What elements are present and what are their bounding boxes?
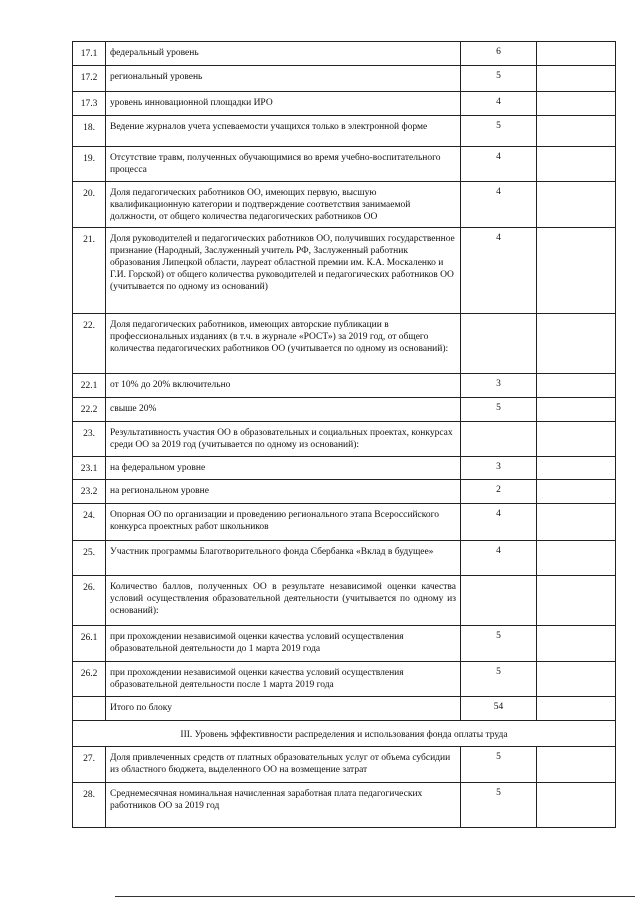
- criterion-text: Доля педагогических работников, имеющих авторские публикации в профессиональных изданиях (в т.ч. в журнале «РОСТ») за 2019 год, от общего количества педагогических работников ОО (учитывается по одному из оснований):: [106, 314, 461, 374]
- criterion-text: Ведение журналов учета успеваемости учащихся только в электронной форме: [106, 116, 461, 147]
- table-row: [73, 314, 616, 374]
- table-row: [73, 228, 616, 314]
- criterion-text: уровень инновационной площадки ИРО: [106, 92, 461, 116]
- criterion-text: свыше 20%: [106, 398, 461, 422]
- row-number: 28.: [73, 783, 106, 828]
- criterion-text: Итого по блоку: [106, 697, 461, 721]
- blank-cell: [537, 66, 616, 92]
- table-row: [73, 783, 616, 828]
- max-score: 5: [461, 626, 537, 662]
- criterion-text: Среднемесячная номинальная начисленная заработная плата педагогических работников ОО за 2019 год: [106, 783, 461, 828]
- max-score: 5: [461, 116, 537, 147]
- max-score: [461, 576, 537, 626]
- table-row: [73, 66, 616, 92]
- table-row: [73, 182, 616, 228]
- criterion-text: федеральный уровень: [106, 42, 461, 66]
- row-number: 21.: [73, 228, 106, 314]
- blank-cell: [537, 747, 616, 783]
- table-row: [73, 697, 616, 721]
- row-number: 24.: [73, 504, 106, 541]
- max-score: 6: [461, 42, 537, 66]
- row-number: 22.1: [73, 374, 106, 398]
- row-number: 22.: [73, 314, 106, 374]
- blank-cell: [537, 457, 616, 480]
- table-row: [73, 626, 616, 662]
- blank-cell: [537, 662, 616, 697]
- blank-cell: [537, 783, 616, 828]
- max-score: 5: [461, 747, 537, 783]
- criterion-text: Отсутствие травм, полученных обучающимися во время учебно-воспитательного процесса: [106, 147, 461, 182]
- blank-cell: [537, 576, 616, 626]
- max-score: 5: [461, 398, 537, 422]
- max-score: [461, 314, 537, 374]
- blank-cell: [537, 697, 616, 721]
- max-score: 4: [461, 182, 537, 228]
- section-title: III. Уровень эффективности распределения и использования фонда оплаты труда: [73, 721, 616, 747]
- blank-cell: [537, 182, 616, 228]
- criterion-text: Участник программы Благотворительного фонда Сбербанка «Вклад в будущее»: [106, 541, 461, 576]
- blank-cell: [537, 374, 616, 398]
- max-score: 2: [461, 480, 537, 504]
- row-number: 23.1: [73, 457, 106, 480]
- blank-cell: [537, 541, 616, 576]
- criterion-text: Доля привлеченных средств от платных образовательных услуг от объема субсидии из областного бюджета, выделенного ОО на возмещение затрат: [106, 747, 461, 783]
- criterion-text: на федеральном уровне: [106, 457, 461, 480]
- max-score: 4: [461, 504, 537, 541]
- criterion-text: региональный уровень: [106, 66, 461, 92]
- section-header-row: [73, 721, 616, 747]
- criterion-text: Результативность участия ОО в образовательных и социальных проектах, конкурсах среди ОО за 2019 год (учитывается по одному из оснований):: [106, 422, 461, 457]
- blank-cell: [537, 422, 616, 457]
- row-number: 17.3: [73, 92, 106, 116]
- table-row: [73, 116, 616, 147]
- criterion-text: при прохождении независимой оценки качества условий осуществления образовательной деятельности до 1 марта 2019 года: [106, 626, 461, 662]
- scoring-table: [72, 41, 616, 828]
- table-body: [73, 42, 616, 828]
- row-number: 25.: [73, 541, 106, 576]
- row-number: 26.: [73, 576, 106, 626]
- table-row: [73, 504, 616, 541]
- blank-cell: [537, 42, 616, 66]
- max-score: 4: [461, 228, 537, 314]
- row-number: 17.1: [73, 42, 106, 66]
- table-row: [73, 541, 616, 576]
- page-bottom-rule: [115, 896, 635, 897]
- blank-cell: [537, 480, 616, 504]
- row-number: 23.2: [73, 480, 106, 504]
- table-row: [73, 576, 616, 626]
- table-row: [73, 422, 616, 457]
- table-row: [73, 747, 616, 783]
- max-score: 5: [461, 66, 537, 92]
- blank-cell: [537, 228, 616, 314]
- blank-cell: [537, 626, 616, 662]
- table-row: [73, 92, 616, 116]
- row-number: 20.: [73, 182, 106, 228]
- max-score: [461, 422, 537, 457]
- max-score: 4: [461, 541, 537, 576]
- max-score: 5: [461, 783, 537, 828]
- table-row: [73, 457, 616, 480]
- blank-cell: [537, 147, 616, 182]
- table-row: [73, 147, 616, 182]
- blank-cell: [537, 116, 616, 147]
- row-number: 27.: [73, 747, 106, 783]
- row-number: 18.: [73, 116, 106, 147]
- max-score: 3: [461, 457, 537, 480]
- row-number: 23.: [73, 422, 106, 457]
- table-row: [73, 662, 616, 697]
- table-row: [73, 480, 616, 504]
- row-number: 17.2: [73, 66, 106, 92]
- row-number: [73, 697, 106, 721]
- max-score: 4: [461, 147, 537, 182]
- blank-cell: [537, 314, 616, 374]
- criterion-text: на региональном уровне: [106, 480, 461, 504]
- blank-cell: [537, 398, 616, 422]
- blank-cell: [537, 504, 616, 541]
- criterion-text: Количество баллов, полученных ОО в результате независимой оценки качества условий осуществления образовательной деятельности (учитывается по одному из оснований):: [106, 576, 461, 626]
- row-number: 22.2: [73, 398, 106, 422]
- max-score: 54: [461, 697, 537, 721]
- criterion-text: Доля педагогических работников ОО, имеющих первую, высшую квалификационную категории и подтверждение соответствия занимаемой должности, от общего количества педагогических работников ОО: [106, 182, 461, 228]
- max-score: 3: [461, 374, 537, 398]
- criterion-text: Доля руководителей и педагогических работников ОО, получивших государственное признание (Народный, Заслуженный учитель РФ, Заслуженный работник образования Липецкой области, лауреат областной премии им. К.А. Москаленко и Г.И. Горской) от общего количества руководителей и педагогических работников ОО (учитывается по одному из оснований): [106, 228, 461, 314]
- row-number: 19.: [73, 147, 106, 182]
- blank-cell: [537, 92, 616, 116]
- table-row: [73, 42, 616, 66]
- max-score: 5: [461, 662, 537, 697]
- criterion-text: при прохождении независимой оценки качества условий осуществления образовательной деятельности после 1 марта 2019 года: [106, 662, 461, 697]
- criterion-text: от 10% до 20% включительно: [106, 374, 461, 398]
- max-score: 4: [461, 92, 537, 116]
- table-row: [73, 398, 616, 422]
- row-number: 26.1: [73, 626, 106, 662]
- criterion-text: Опорная ОО по организации и проведению регионального этапа Всероссийского конкурса проектных работ школьников: [106, 504, 461, 541]
- row-number: 26.2: [73, 662, 106, 697]
- table-row: [73, 374, 616, 398]
